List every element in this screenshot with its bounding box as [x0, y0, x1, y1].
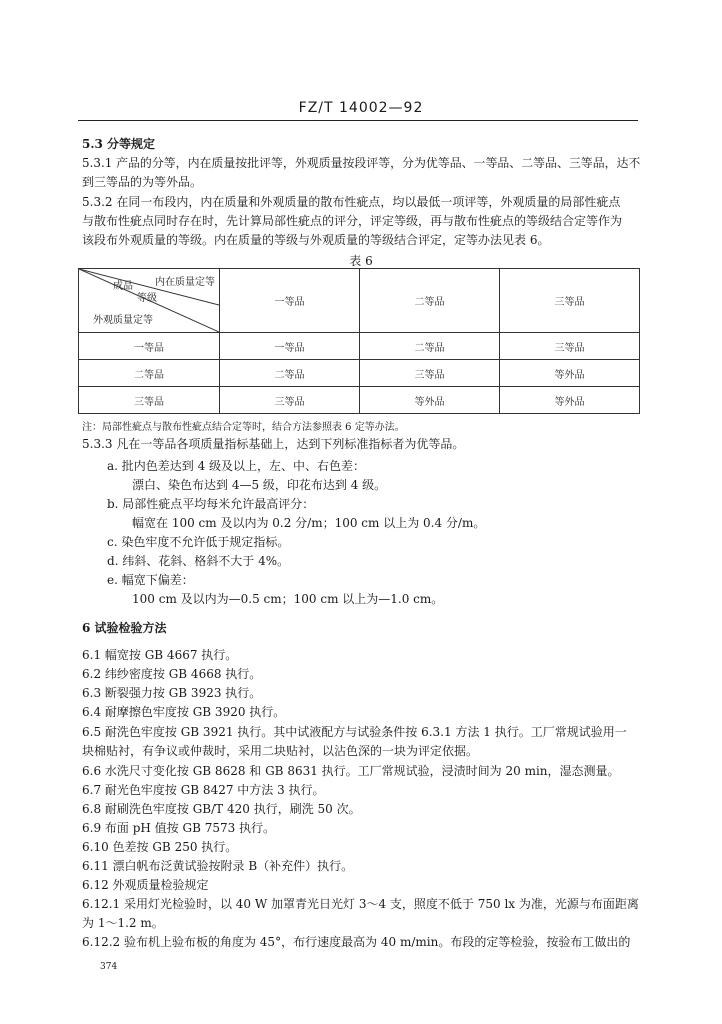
corner-label-mid2: 等级	[137, 293, 157, 304]
clause-6-5-line1: 6.5 耐洗色牢度按 GB 3921 执行。其中试液配方与试验条件按 6.3.1 方法 1 执行。工厂常规试验用一	[82, 725, 627, 739]
para-5-3-2-line3: 该段布外观质量的等级。内在质量的等级与外观质量的等级结合评定，定等办法见表 6。	[82, 233, 550, 247]
item-e-line2: 100 cm 及以内为—0.5 cm；100 cm 以上为—1.0 cm。	[132, 592, 444, 606]
clause-6-2: 6.2 纬纱密度按 GB 4668 执行。	[82, 667, 262, 681]
item-b-line2: 幅宽在 100 cm 及以内为 0.2 分/m；100 cm 以上为 0.4 分/m。	[132, 516, 486, 530]
column-header: 一等品	[220, 269, 360, 333]
item-e-line1: e. 幅宽下偏差：	[107, 573, 194, 587]
item-a-line2: 漂白、染色布达到 4—5 级，印花布达到 4 级。	[132, 478, 387, 492]
column-header: 二等品	[360, 269, 500, 333]
clause-6-8: 6.8 耐刷洗色牢度按 GB/T 420 执行，刷洗 50 次。	[82, 802, 361, 816]
table-caption: 表 6	[349, 254, 373, 268]
row-label: 三等品	[79, 387, 220, 414]
table-row	[79, 360, 640, 387]
row-label: 二等品	[79, 360, 220, 387]
table-row	[79, 387, 640, 414]
table-note: 注：局部性疵点与散布性疵点结合定等时，结合方法参照表 6 定等办法。	[82, 422, 405, 433]
standard-header: FZ/T 14002—92	[298, 100, 424, 116]
para-5-3-1-line2: 到三等品的为等外品。	[82, 175, 203, 189]
item-b-line1: b. 局部性疵点平均每米允许最高评分：	[107, 497, 315, 511]
clause-6-12: 6.12 外观质量检验规定	[82, 878, 209, 892]
clause-6-10: 6.10 色差按 GB 250 执行。	[82, 840, 238, 854]
table-cell: 三等品	[360, 360, 500, 387]
para-5-3-2-line2: 与散布性疵点同时存在时，先计算局部性疵点的评分，评定等级，再与散布性疵点的等级结合定等作为	[82, 214, 623, 228]
table-cell: 等外品	[500, 387, 640, 414]
item-a-line1: a. 批内色差达到 4 级及以上，左、中、右色差：	[107, 459, 366, 473]
item-c: c. 染色牢度不允许低于规定指标。	[107, 535, 290, 549]
para-5-3-1-line1: 5.3.1 产品的分等，内在质量按批评等，外观质量按段评等，分为优等品、一等品、二等品、三等品，达不	[82, 156, 641, 170]
table-row	[79, 333, 640, 360]
clause-6-11: 6.11 漂白帆布泛黄试验按附录 B（补充件）执行。	[82, 859, 354, 873]
section-5-3-title: 5.3 分等规定	[82, 137, 156, 151]
clause-6-6: 6.6 水洗尺寸变化按 GB 8628 和 GB 8631 执行。工厂常规试验，浸渍时间为 20 min，湿态测量。	[82, 764, 620, 778]
clause-6-12-1-line2: 为 1～1.2 m。	[82, 916, 164, 930]
row-label: 一等品	[79, 333, 220, 360]
column-header: 三等品	[500, 269, 640, 333]
clause-6-7: 6.7 耐光色牢度按 GB 8427 中方法 3 执行。	[82, 783, 325, 797]
corner-label-bottom: 外观质量定等	[93, 315, 153, 326]
grade-table	[78, 268, 640, 414]
clause-6-5-line2: 块棉贴衬，有争议或仲裁时，采用二块贴衬，以沾色深的一块为评定依据。	[82, 744, 479, 758]
corner-label-mid1: 成品	[113, 281, 133, 292]
table-cell: 三等品	[220, 387, 360, 414]
table-cell: 一等品	[220, 333, 360, 360]
page-number: 374	[100, 962, 118, 972]
header-rule	[78, 120, 638, 121]
table-corner-cell	[79, 269, 220, 333]
table-cell: 二等品	[360, 333, 500, 360]
para-5-3-2-line1: 5.3.2 在同一布段内，内在质量和外观质量的散布性疵点，均以最低一项评等，外观质量的局部性疵点	[82, 195, 621, 209]
item-d: d. 纬斜、花斜、格斜不大于 4%。	[107, 554, 290, 568]
clause-6-4: 6.4 耐摩擦色牢度按 GB 3920 执行。	[82, 705, 286, 719]
clause-6-1: 6.1 幅宽按 GB 4667 执行。	[82, 648, 238, 662]
para-5-3-3-intro: 5.3.3 凡在一等品各项质量指标基础上，达到下列标准指标者为优等品。	[82, 437, 465, 451]
table-cell: 三等品	[500, 333, 640, 360]
corner-label-top: 内在质量定等	[155, 277, 215, 288]
clause-6-12-2: 6.12.2 验布机上验布板的角度为 45°，布行速度最高为 40 m/min。布段的定等检验，按验布工做出的	[82, 935, 631, 949]
clause-6-9: 6.9 布面 pH 值按 GB 7573 执行。	[82, 821, 276, 835]
table-cell: 等外品	[500, 360, 640, 387]
section-6-title: 6 试验检验方法	[82, 621, 167, 635]
table-cell: 等外品	[360, 387, 500, 414]
table-cell: 二等品	[220, 360, 360, 387]
clause-6-12-1-line1: 6.12.1 采用灯光检验时，以 40 W 加罩青光日光灯 3～4 支，照度不低于 750 lx 为准，光源与布面距离	[82, 897, 639, 911]
clause-6-3: 6.3 断裂强力按 GB 3923 执行。	[82, 686, 262, 700]
